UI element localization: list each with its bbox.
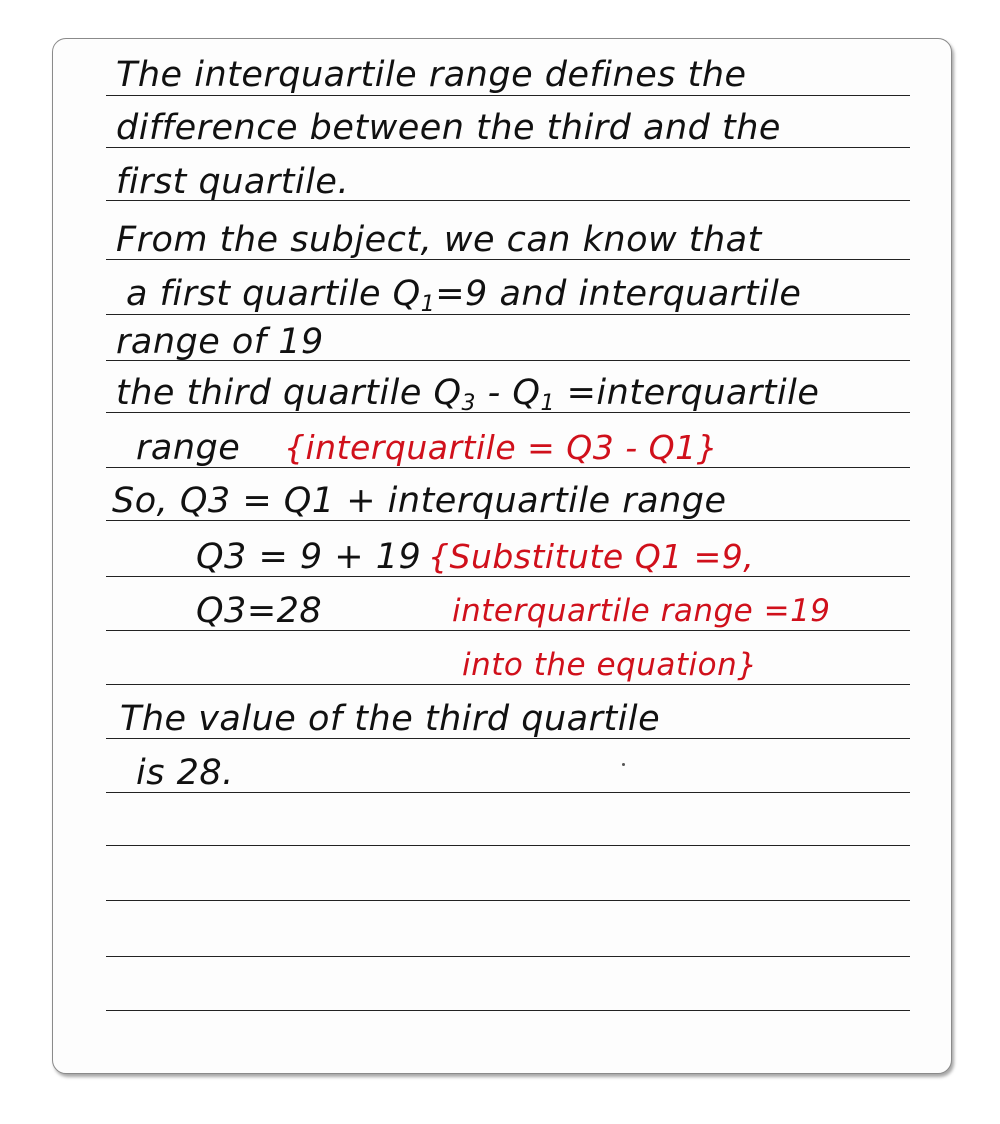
annotation-red: {Substitute Q1 =9, — [428, 537, 755, 576]
ruled-line — [106, 845, 910, 846]
handwritten-line: Q3=28 — [196, 591, 323, 631]
annotation-red: into the equation} — [462, 647, 758, 683]
handwritten-line — [126, 274, 801, 325]
annotation-red: {interquartile = Q3 - Q1} — [284, 428, 719, 467]
handwritten-line: is 28. — [136, 753, 234, 793]
handwritten-line: first quartile. — [116, 162, 350, 202]
subscript: 3 — [461, 391, 477, 416]
ink-dot — [622, 763, 625, 766]
text-run: - Q — [476, 373, 541, 413]
handwritten-line: The interquartile range defines the — [116, 55, 747, 95]
handwritten-line: Q3 = 9 + 19 — [196, 537, 422, 577]
handwritten-line: difference between the third and the — [116, 108, 781, 148]
text-run: =9 and interquartile — [435, 274, 802, 314]
handwritten-line: range — [136, 428, 241, 468]
handwritten-line: From the subject, we can know that — [116, 220, 762, 260]
handwritten-line — [116, 373, 819, 424]
ruled-line — [106, 900, 910, 901]
handwritten-line: range of 19 — [116, 322, 324, 362]
handwritten-line: So, Q3 = Q1 + interquartile range — [112, 481, 727, 521]
ruled-line — [106, 95, 910, 96]
ruled-line — [106, 1010, 910, 1011]
annotation-red: interquartile range =19 — [452, 593, 831, 629]
handwritten-line: The value of the third quartile — [120, 699, 661, 739]
text-run: =interquartile — [554, 373, 820, 413]
subscript: 1 — [420, 292, 436, 317]
text-run: a first quartile Q — [126, 274, 421, 314]
ruled-line — [106, 956, 910, 957]
text-run: the third quartile Q — [116, 373, 462, 413]
subscript: 1 — [540, 391, 555, 416]
